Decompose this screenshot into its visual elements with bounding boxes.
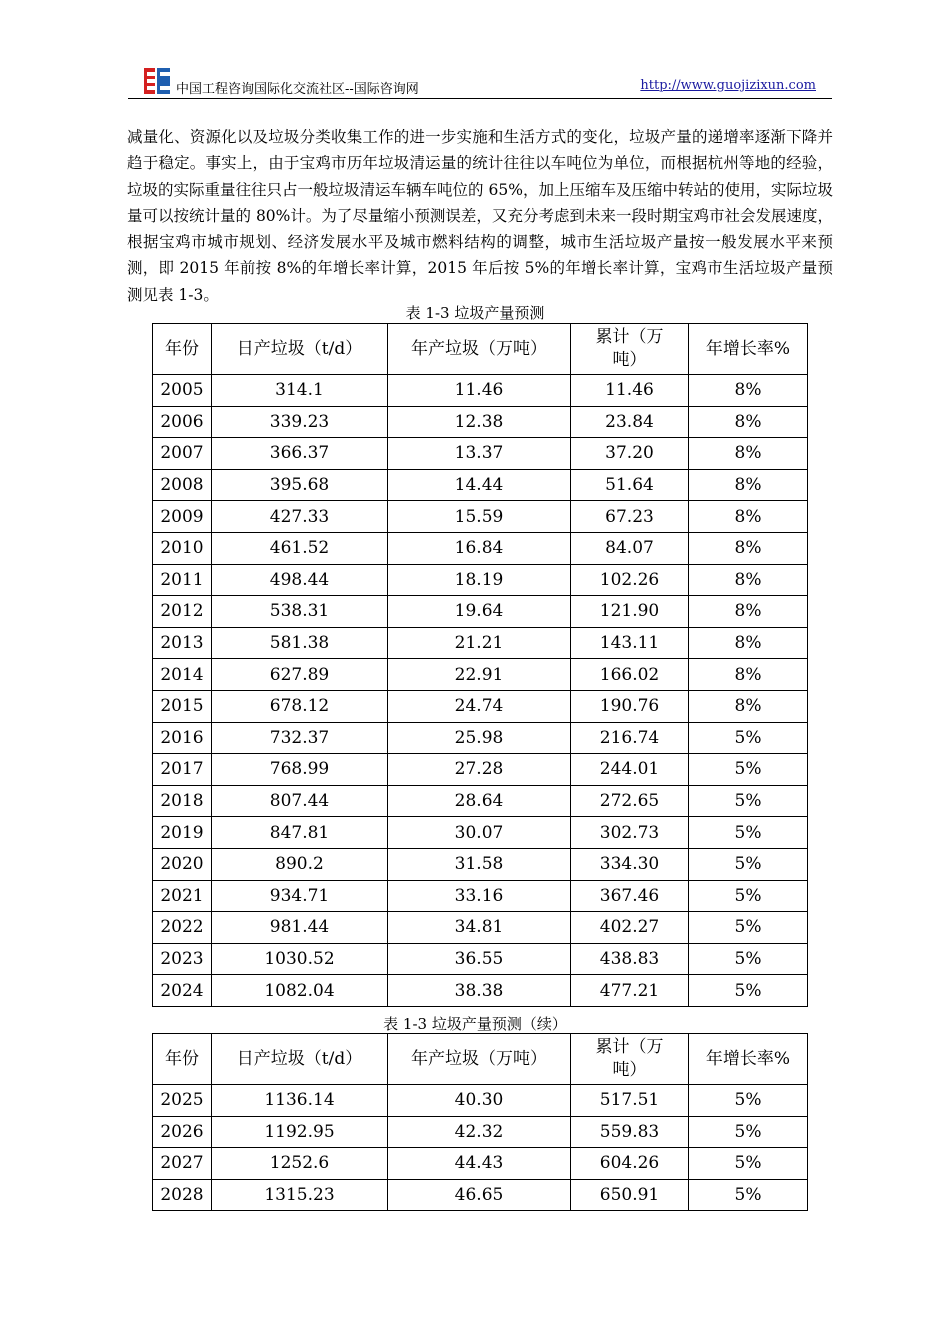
cell-daily: 1192.95 xyxy=(212,1116,388,1148)
table-row xyxy=(153,943,808,975)
cell-annual: 40.30 xyxy=(388,1085,571,1117)
cell-year: 2019 xyxy=(153,817,212,849)
cell-cumulative: 190.76 xyxy=(571,690,689,722)
cell-growth: 5% xyxy=(689,880,808,912)
cell-daily: 314.1 xyxy=(212,375,388,407)
cell-daily: 366.37 xyxy=(212,438,388,470)
cell-cumulative: 402.27 xyxy=(571,912,689,944)
cell-daily: 732.37 xyxy=(212,722,388,754)
table2-caption: 表 1-3 垃圾产量预测（续） xyxy=(383,1015,567,1033)
cell-daily: 1315.23 xyxy=(212,1179,388,1211)
cell-year: 2023 xyxy=(153,943,212,975)
cell-year: 2020 xyxy=(153,848,212,880)
cell-growth: 5% xyxy=(689,1179,808,1211)
cell-growth: 8% xyxy=(689,501,808,533)
cell-daily: 678.12 xyxy=(212,690,388,722)
cell-annual: 24.74 xyxy=(388,690,571,722)
cell-year: 2010 xyxy=(153,532,212,564)
cell-annual: 28.64 xyxy=(388,785,571,817)
table-row xyxy=(153,785,808,817)
cell-daily: 847.81 xyxy=(212,817,388,849)
cell-growth: 5% xyxy=(689,754,808,786)
cell-daily: 890.2 xyxy=(212,848,388,880)
cell-cumulative: 23.84 xyxy=(571,406,689,438)
cell-cumulative: 143.11 xyxy=(571,627,689,659)
site-url-link[interactable]: http://www.guojizixun.com xyxy=(640,78,816,93)
cell-annual: 34.81 xyxy=(388,912,571,944)
cell-year: 2026 xyxy=(153,1116,212,1148)
page-header xyxy=(128,66,832,99)
cell-cumulative: 84.07 xyxy=(571,532,689,564)
cell-growth: 8% xyxy=(689,564,808,596)
cell-daily: 1082.04 xyxy=(212,975,388,1007)
cell-year: 2017 xyxy=(153,754,212,786)
cell-growth: 5% xyxy=(689,785,808,817)
site-name: 中国工程咨询国际化交流社区--国际咨询网 xyxy=(176,82,419,97)
cell-year: 2016 xyxy=(153,722,212,754)
cell-annual: 22.91 xyxy=(388,659,571,691)
cell-cumulative: 37.20 xyxy=(571,438,689,470)
ec-logo-icon xyxy=(144,68,170,94)
cell-growth: 5% xyxy=(689,1116,808,1148)
col-header-cumulative: 累计（万吨） xyxy=(571,324,689,375)
col-header-daily: 日产垃圾（t/d） xyxy=(212,324,388,375)
cell-annual: 16.84 xyxy=(388,532,571,564)
cell-year: 2024 xyxy=(153,975,212,1007)
cell-growth: 5% xyxy=(689,817,808,849)
cell-daily: 339.23 xyxy=(212,406,388,438)
table-row xyxy=(153,817,808,849)
table-row xyxy=(153,627,808,659)
cell-annual: 19.64 xyxy=(388,596,571,628)
cell-daily: 807.44 xyxy=(212,785,388,817)
col-header-growth: 年增长率% xyxy=(689,324,808,375)
cell-daily: 768.99 xyxy=(212,754,388,786)
cell-year: 2025 xyxy=(153,1085,212,1117)
table1-body xyxy=(153,375,808,1007)
cell-year: 2005 xyxy=(153,375,212,407)
cell-year: 2008 xyxy=(153,469,212,501)
cell-year: 2013 xyxy=(153,627,212,659)
cell-cumulative: 477.21 xyxy=(571,975,689,1007)
table-row xyxy=(153,438,808,470)
cell-growth: 5% xyxy=(689,943,808,975)
cell-annual: 14.44 xyxy=(388,469,571,501)
cell-annual: 27.28 xyxy=(388,754,571,786)
cell-growth: 5% xyxy=(689,1085,808,1117)
cell-year: 2007 xyxy=(153,438,212,470)
cell-annual: 33.16 xyxy=(388,880,571,912)
table-row xyxy=(153,1148,808,1180)
cell-growth: 5% xyxy=(689,912,808,944)
table-row xyxy=(153,880,808,912)
col-header-annual: 年产垃圾（万吨） xyxy=(388,1034,571,1085)
body-paragraph: 减量化、资源化以及垃圾分类收集工作的进一步实施和生活方式的变化，垃圾产量的递增率逐渐下降并趋于稳定。事实上，由于宝鸡市历年垃圾清运量的统计往往以车吨位为单位，而根据杭州等地的经验，垃圾的实际重量往往只占一般垃圾清运车辆车吨位的 65%，加上压缩车及压缩中转站的使用，实际垃圾量可以按统计量的 80%计。为了尽量缩小预测误差，又充分考虑到未来一段时期宝鸡市社会发展速度，根据宝鸡市城市规划、经济发展水平及城市燃料结构的调整，城市生活垃圾产量按一般发展水平来预测，即 2015 年前按 8%的年增长率计算，2015 年后按 5%的年增长率计算，宝鸡市生活垃圾产量预测见表 1-3。 xyxy=(127,128,833,304)
cell-growth: 8% xyxy=(689,690,808,722)
table-row xyxy=(153,532,808,564)
cell-year: 2014 xyxy=(153,659,212,691)
cell-daily: 498.44 xyxy=(212,564,388,596)
cell-cumulative: 166.02 xyxy=(571,659,689,691)
cell-year: 2011 xyxy=(153,564,212,596)
cell-cumulative: 272.65 xyxy=(571,785,689,817)
cell-annual: 25.98 xyxy=(388,722,571,754)
cell-daily: 461.52 xyxy=(212,532,388,564)
cell-cumulative: 216.74 xyxy=(571,722,689,754)
cell-daily: 1030.52 xyxy=(212,943,388,975)
cell-annual: 46.65 xyxy=(388,1179,571,1211)
cell-cumulative: 367.46 xyxy=(571,880,689,912)
cell-cumulative: 102.26 xyxy=(571,564,689,596)
cell-growth: 8% xyxy=(689,659,808,691)
col-header-year: 年份 xyxy=(153,324,212,375)
table-row xyxy=(153,975,808,1007)
cell-year: 2027 xyxy=(153,1148,212,1180)
table2-body xyxy=(153,1085,808,1211)
table-row xyxy=(153,690,808,722)
cell-year: 2022 xyxy=(153,912,212,944)
cell-annual: 18.19 xyxy=(388,564,571,596)
cell-cumulative: 559.83 xyxy=(571,1116,689,1148)
cell-growth: 8% xyxy=(689,469,808,501)
cell-annual: 13.37 xyxy=(388,438,571,470)
cell-year: 2009 xyxy=(153,501,212,533)
cell-annual: 42.32 xyxy=(388,1116,571,1148)
table-row xyxy=(153,375,808,407)
cell-daily: 538.31 xyxy=(212,596,388,628)
cell-daily: 1252.6 xyxy=(212,1148,388,1180)
cell-daily: 427.33 xyxy=(212,501,388,533)
cell-year: 2015 xyxy=(153,690,212,722)
table-row xyxy=(153,722,808,754)
cell-daily: 981.44 xyxy=(212,912,388,944)
cell-growth: 8% xyxy=(689,438,808,470)
cell-growth: 8% xyxy=(689,406,808,438)
cell-growth: 5% xyxy=(689,722,808,754)
cell-growth: 8% xyxy=(689,627,808,659)
cell-year: 2012 xyxy=(153,596,212,628)
cell-daily: 581.38 xyxy=(212,627,388,659)
cell-year: 2018 xyxy=(153,785,212,817)
cell-growth: 8% xyxy=(689,596,808,628)
cell-cumulative: 11.46 xyxy=(571,375,689,407)
table-row xyxy=(153,564,808,596)
col-header-annual: 年产垃圾（万吨） xyxy=(388,324,571,375)
cell-cumulative: 121.90 xyxy=(571,596,689,628)
table-row xyxy=(153,1116,808,1148)
table-row xyxy=(153,469,808,501)
cell-annual: 38.38 xyxy=(388,975,571,1007)
cell-daily: 1136.14 xyxy=(212,1085,388,1117)
cell-cumulative: 302.73 xyxy=(571,817,689,849)
cell-growth: 5% xyxy=(689,975,808,1007)
cell-year: 2006 xyxy=(153,406,212,438)
table2 xyxy=(152,1033,808,1211)
cell-cumulative: 51.64 xyxy=(571,469,689,501)
cell-annual: 12.38 xyxy=(388,406,571,438)
cell-annual: 31.58 xyxy=(388,848,571,880)
cell-cumulative: 67.23 xyxy=(571,501,689,533)
cell-cumulative: 334.30 xyxy=(571,848,689,880)
cell-cumulative: 438.83 xyxy=(571,943,689,975)
col-header-year: 年份 xyxy=(153,1034,212,1085)
cell-annual: 21.21 xyxy=(388,627,571,659)
table-row xyxy=(153,501,808,533)
table-row xyxy=(153,1085,808,1117)
cell-cumulative: 604.26 xyxy=(571,1148,689,1180)
table1-header-row xyxy=(153,324,808,375)
cell-annual: 30.07 xyxy=(388,817,571,849)
cell-growth: 8% xyxy=(689,375,808,407)
cell-growth: 5% xyxy=(689,1148,808,1180)
table1-caption: 表 1-3 垃圾产量预测 xyxy=(405,304,545,322)
cell-daily: 934.71 xyxy=(212,880,388,912)
table-row xyxy=(153,1179,808,1211)
cell-daily: 627.89 xyxy=(212,659,388,691)
cell-annual: 44.43 xyxy=(388,1148,571,1180)
cell-cumulative: 650.91 xyxy=(571,1179,689,1211)
table1 xyxy=(152,323,808,1007)
table-row xyxy=(153,659,808,691)
cell-annual: 15.59 xyxy=(388,501,571,533)
table-row xyxy=(153,754,808,786)
cell-growth: 8% xyxy=(689,532,808,564)
table2-header-row xyxy=(153,1034,808,1085)
cell-cumulative: 244.01 xyxy=(571,754,689,786)
col-header-daily: 日产垃圾（t/d） xyxy=(212,1034,388,1085)
table-row xyxy=(153,596,808,628)
cell-annual: 11.46 xyxy=(388,375,571,407)
cell-annual: 36.55 xyxy=(388,943,571,975)
table-row xyxy=(153,912,808,944)
cell-growth: 5% xyxy=(689,848,808,880)
cell-year: 2028 xyxy=(153,1179,212,1211)
col-header-cumulative: 累计（万吨） xyxy=(571,1034,689,1085)
cell-daily: 395.68 xyxy=(212,469,388,501)
table-row xyxy=(153,406,808,438)
cell-year: 2021 xyxy=(153,880,212,912)
cell-cumulative: 517.51 xyxy=(571,1085,689,1117)
table-row xyxy=(153,848,808,880)
col-header-growth: 年增长率% xyxy=(689,1034,808,1085)
